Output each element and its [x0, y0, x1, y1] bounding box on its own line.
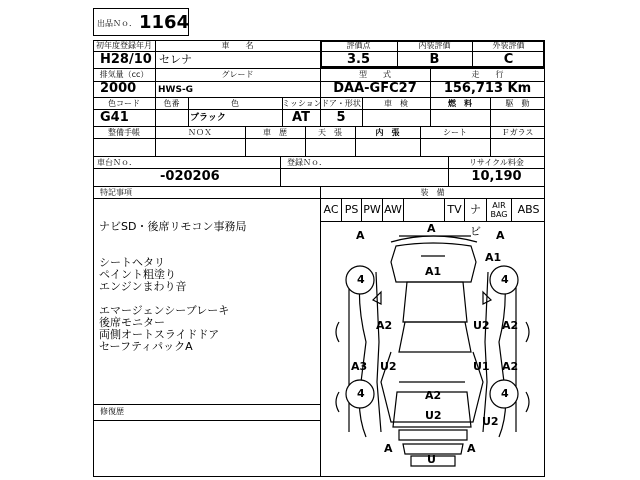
mark-back-door: U2 [425, 409, 442, 422]
remark-line: 両側オートスライドドア [99, 328, 220, 341]
remark-line: ペイント粗塗り [99, 268, 176, 281]
equipment-ac: AC [320, 199, 342, 221]
label-history: 車 歴 [263, 128, 287, 137]
interior-grade-value: B [429, 52, 440, 67]
chassis-no-value: -020206 [160, 169, 220, 184]
mark-rear: A2 [425, 389, 442, 402]
remarks-label: 特記事項 [100, 188, 132, 197]
remark-line: エンジンまわり音 [99, 280, 187, 293]
label-chassis-no: 車台Ｎｏ． [97, 158, 137, 167]
label-displacement: 排気量（cc） [99, 70, 149, 79]
mark-door-fl: A2 [376, 319, 393, 332]
displacement-value: 2000 [100, 81, 137, 96]
label-color-number: 色番 [163, 99, 180, 108]
label-interior-trim: 内 張 [375, 128, 400, 137]
equipment-navi: ナビ [465, 199, 487, 221]
remark-line: セーフティパックA [99, 340, 193, 353]
equipment-tv: TV [445, 199, 465, 221]
mark-bumper-center: U [427, 453, 436, 466]
mark-bumper-left: A [384, 442, 393, 455]
label-inspection: 車 検 [384, 99, 408, 108]
mark-hood: A1 [425, 265, 442, 278]
mark-tire-rl: 4 [357, 387, 365, 400]
score-value: 3.5 [346, 52, 371, 67]
label-seat: シート [443, 128, 467, 137]
lot-label: 出品Ｎｏ． [97, 19, 137, 28]
remark-line: ナビSD・後席リモコン事務局 [99, 220, 247, 233]
model-value: セレナ [159, 53, 192, 66]
equipment-aw: AW [383, 199, 404, 221]
label-nox: ＮＯＸ [188, 128, 212, 137]
lot-number: 1164 [139, 12, 190, 33]
mark-fender-right: A1 [485, 251, 502, 264]
label-reg-no: 登録Ｎｏ． [287, 158, 327, 167]
doors-value: 5 [336, 110, 346, 125]
remark-line: 後席モニター [99, 316, 165, 329]
equipment-blank [404, 199, 445, 221]
mark-pillar-l-u: U2 [380, 360, 397, 373]
remarks-text [99, 221, 314, 353]
remark-line: エマージェンシーブレーキ [99, 304, 230, 317]
mark-pillar-l-a: A3 [351, 360, 368, 373]
label-exterior-grade: 外装評価 [492, 41, 525, 50]
color-code-value: G41 [100, 110, 129, 125]
mark-tire-fr: 4 [501, 273, 509, 286]
label-transmission: ミッション [282, 99, 322, 108]
label-recycle: リサイクル料金 [469, 158, 524, 167]
mark-door-fr-u: U2 [473, 319, 490, 332]
mark-tire-fl: 4 [357, 273, 365, 286]
label-interior-grade: 内装評価 [418, 41, 451, 50]
mark-pillar-r-u: U1 [473, 360, 490, 373]
mark-door-fr-a: A2 [502, 319, 519, 332]
mark-front-right: A [496, 229, 505, 242]
mark-pillar-r-a: A2 [502, 360, 519, 373]
label-registration: 初年度登録年月 [96, 41, 152, 50]
mileage-value: 156,713 Km [443, 81, 532, 96]
grade-value: HWS-G [158, 85, 194, 95]
chassis-value: DAA-GFC27 [333, 81, 417, 96]
equipment-pw: PW [362, 199, 383, 221]
label-doors: ドア・形状 [321, 99, 361, 108]
label-model: 車 名 [221, 41, 254, 50]
label-front-glass: Ｆガラス [501, 128, 534, 137]
equipment-row [320, 199, 545, 238]
recycle-value: 10,190 [471, 169, 522, 184]
label-drive: 駆 動 [505, 99, 530, 108]
color-value: ブラック [190, 113, 226, 123]
transmission-value: AT [292, 110, 310, 125]
repair-label: 修復歴 [100, 407, 124, 416]
mark-rear-right: U2 [482, 415, 499, 428]
label-manual: 整備手帳 [108, 128, 140, 137]
equipment-label: 装 備 [420, 188, 445, 197]
label-sunroof: 天 張 [318, 128, 342, 137]
exterior-grade-value: C [503, 52, 514, 67]
label-color-code: 色コード [108, 99, 140, 108]
registration-value: H28/10 [100, 52, 152, 67]
equipment-ps: PS [342, 199, 362, 221]
equipment-airbag: AIR BAG [487, 199, 512, 221]
remark-line: シートヘタリ [99, 256, 165, 269]
equipment-abs: ABS [517, 203, 540, 216]
vehicle-diagram [321, 222, 544, 476]
label-grade: グレード [221, 70, 254, 79]
label-mileage: 走 行 [471, 70, 504, 79]
mark-bumper-right: A [467, 442, 476, 455]
label-color: 色 [231, 99, 239, 108]
label-chassis: 型 式 [359, 70, 391, 79]
label-score: 評価点 [346, 41, 371, 50]
lot-number-box [93, 8, 189, 36]
mark-tire-rr: 4 [501, 387, 509, 400]
mark-front-center: A [427, 222, 436, 235]
mark-front-left: A [356, 229, 365, 242]
label-fuel: 燃 料 [448, 99, 472, 108]
